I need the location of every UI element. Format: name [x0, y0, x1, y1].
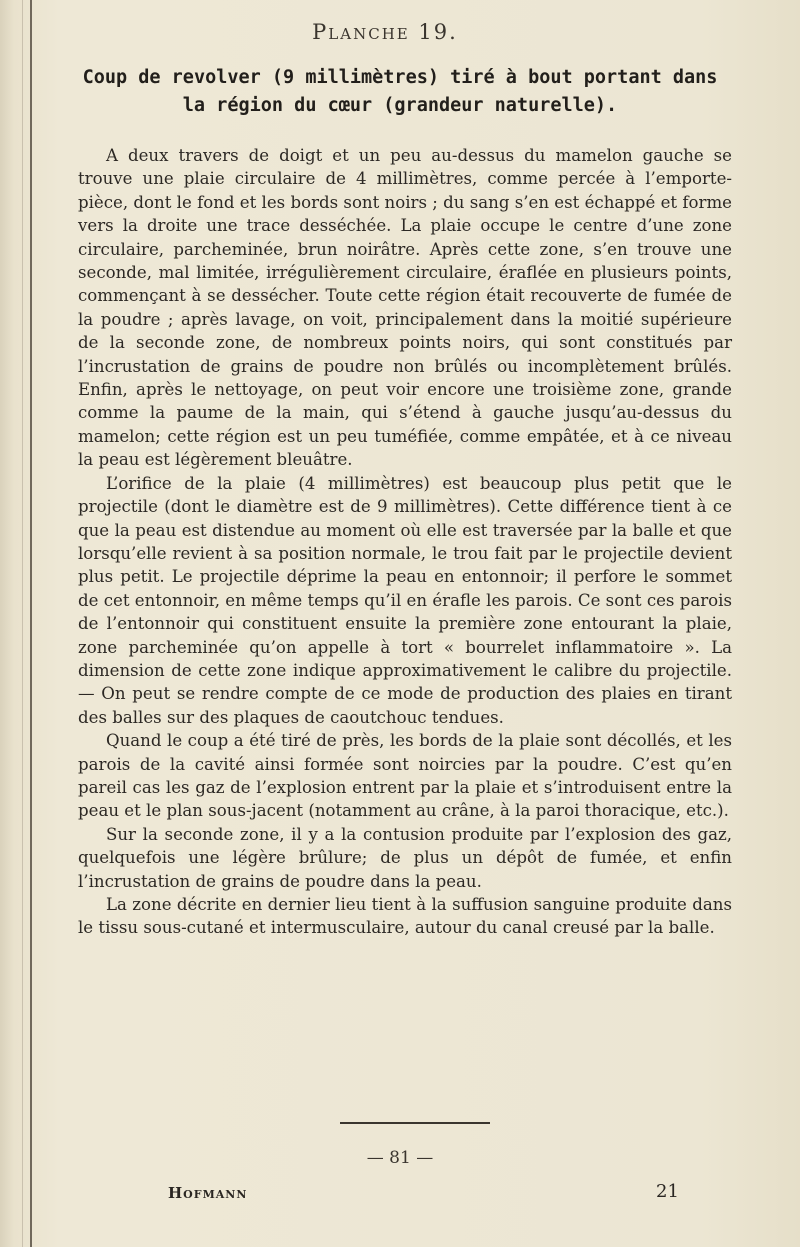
- paragraph-3: Quand le coup a été tiré de près, les bords de la plaie sont décollés, et les parois de la cavité ainsi formée sont noircies par la poudre. C’est qu’en pareil cas les gaz de l’explosion entrent par la plaie et s’introduisent entre la peau et le plan sous-jacent (notamment au crâne, à la paroi thoracique, etc.).: [78, 731, 732, 821]
- heading-line-1: Coup de revolver (9 millimètres) tiré à bout portant dans: [82, 67, 718, 88]
- plate-heading: [60, 64, 740, 120]
- paragraph-2: L’orifice de la plaie (4 millimètres) est beaucoup plus petit que le projectile (dont le diamètre est de 9 millimètres). Cette différence tient à ce que la peau est distendue au moment où elle est traversée par la balle et que lorsqu’elle revient à sa position normale, le trou fait par le projectile devient plus petit. Le projectile déprime la peau en entonnoir; il perfore le sommet de cet entonnoir, en même temps qu’il en érafle les parois. Ce sont ces parois de l’entonnoir qui constituent ensuite la première zone entourant la plaie, zone parcheminée qu’on appelle à tort « bourrelet inflammatoire ». La dimension de cette zone indique approximativement le calibre du projectile. — On peut se rendre compte de ce mode de production des plaies en tirant des balles sur des plaques de caoutchouc tendues.: [78, 473, 732, 727]
- page-margin-rule: [30, 0, 32, 1247]
- paragraph-5: La zone décrite en dernier lieu tient à la suffusion sanguine produite dans le tissu sous-cutané et intermusculaire, autour du canal creusé par la balle.: [78, 895, 732, 938]
- footer-sheet-number: 21: [656, 1181, 679, 1202]
- end-of-text-rule: [340, 1122, 490, 1124]
- body-text: [78, 144, 732, 940]
- paragraph-1: A deux travers de doigt et un peu au-dessus du mamelon gauche se trouve une plaie circulaire de 4 millimètres, comme percée à l’emporte-pièce, dont le fond et les bords sont noirs ; du sang s’en est échappé et forme vers la droite une trace desséchée. La plaie occupe le centre d’une zone circulaire, parcheminée, brun noirâtre. Après cette zone, s’en trouve une seconde, mal limitée, irrégulièrement circulaire, éraflée en plusieurs points, commençant à se dessécher. Toute cette région était recouverte de fumée de la poudre ; après lavage, on voit, principalement dans la moitié supérieure de la seconde zone, de nombreux points noirs, qui sont constitués par l’incrustation de grains de poudre non brûlés ou incomplètement brûlés. Enfin, après le nettoyage, on peut voir encore une troisième zone, grande comme la paume de la main, qui s’étend à gauche jusqu’au-dessus du mamelon; cette région est un peu tuméfiée, comme empâtée, et à ce niveau la peau est légèrement bleuâtre.: [78, 146, 732, 470]
- footer-author: Hofmann: [168, 1184, 248, 1202]
- paragraph-4: Sur la seconde zone, il y a la contusion produite par l’explosion des gaz, quelquefois une légère brûlure; de plus un dépôt de fumée, et enfin l’incrustation de grains de poudre dans la peau.: [78, 824, 732, 891]
- binding-shadow: [22, 0, 23, 1247]
- heading-line-2: la région du cœur (grandeur naturelle).: [182, 95, 618, 116]
- plate-title: Planche 19.: [312, 20, 458, 44]
- page-number: — 81 —: [366, 1148, 434, 1168]
